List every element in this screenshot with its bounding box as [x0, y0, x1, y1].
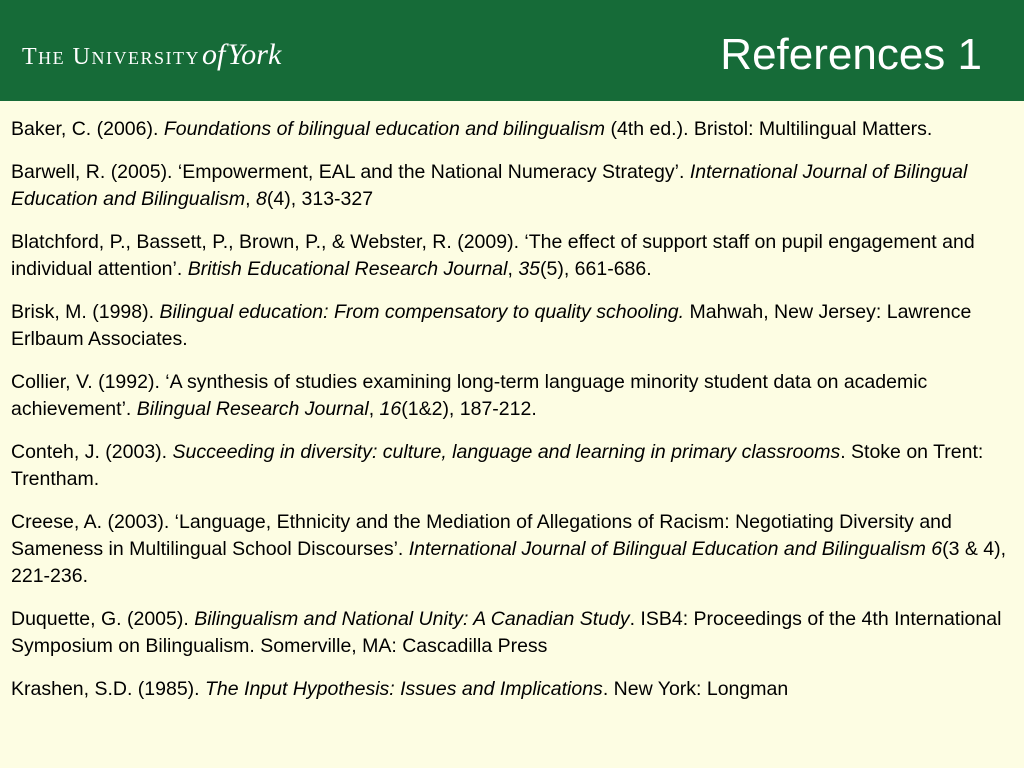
ref-text: Creese, A. (2003). ‘Language, Ethnicity and the Mediation of Allegations of Racism: Negotiating Diversity and Sameness in Multilingual School Discourses’. [11, 511, 952, 560]
logo-of: of [202, 38, 226, 71]
ref-text: (4), 313-327 [266, 188, 374, 210]
reference-item [11, 676, 1011, 703]
university-of-york-logo [22, 38, 281, 72]
ref-text: . ISB4: Proceedings of the 4th International Symposium on Bilingualism. Somerville, MA: Cascadilla Press [11, 608, 1002, 657]
ref-italic: Bilingual Research Journal [136, 398, 369, 420]
ref-italic: British Educational Research Journal [187, 258, 508, 280]
ref-text: . New York: Longman [602, 678, 789, 700]
ref-text: (1&2), 187-212. [401, 398, 537, 420]
ref-italic: Bilingualism and National Unity: A Canadian Study [194, 608, 630, 630]
ref-text: Collier, V. (1992). ‘A synthesis of studies examining long-term language minority student data on academic achievement’. [11, 371, 928, 420]
reference-item [11, 159, 1011, 213]
ref-text: Conteh, J. (2003). [11, 441, 173, 463]
logo-the-rest: HE [38, 48, 66, 68]
reference-item [11, 229, 1011, 283]
reference-item [11, 299, 1011, 353]
ref-italic: 16 [379, 398, 402, 420]
reference-item [11, 606, 1011, 660]
ref-italic: International Journal of Bilingual Education and Bilingualism 6 [408, 538, 943, 560]
reference-item [11, 439, 1011, 493]
ref-text: Duquette, G. (2005). [11, 608, 195, 630]
reference-item [11, 509, 1011, 590]
reference-list [11, 116, 1011, 719]
ref-text: , [368, 398, 380, 420]
reference-item [11, 369, 1011, 423]
ref-text: Baker, C. (2006). [11, 118, 164, 140]
ref-text: (4th ed.). Bristol: Multilingual Matters. [605, 118, 933, 140]
ref-italic: 8 [256, 188, 267, 210]
ref-text: , [507, 258, 519, 280]
ref-text: . Stoke on Trent: Trentham. [11, 441, 984, 490]
logo-york: York [227, 38, 282, 71]
ref-text: Brisk, M. (1998). [11, 301, 160, 323]
ref-text: , [245, 188, 256, 210]
ref-italic: 35 [518, 258, 541, 280]
header-bar [0, 0, 1024, 101]
ref-italic: International Journal of Bilingual Education and Bilingualism [11, 161, 968, 210]
ref-italic: Succeeding in diversity: culture, language and learning in primary classrooms [172, 441, 841, 463]
ref-text: (5), 661-686. [540, 258, 652, 280]
ref-italic: Foundations of bilingual education and bilingualism [163, 118, 606, 140]
ref-text: Krashen, S.D. (1985). [11, 678, 206, 700]
reference-item [11, 116, 1011, 143]
ref-italic: Bilingual education: From compensatory to quality schooling. [159, 301, 685, 323]
ref-text: Barwell, R. (2005). ‘Empowerment, EAL and the National Numeracy Strategy’. [11, 161, 690, 183]
ref-text: Mahwah, New Jersey: Lawrence Erlbaum Associates. [11, 301, 972, 350]
logo-university-rest: NIVERSITY [91, 48, 201, 68]
logo-the-initial: T [22, 44, 39, 70]
logo-university-initial: U [72, 44, 92, 70]
page-title: References 1 [720, 30, 982, 79]
ref-text: Blatchford, P., Bassett, P., Brown, P., & Webster, R. (2009). ‘The effect of support staff on pupil engagement and individual attention’. [11, 231, 975, 280]
ref-text: (3 & 4), 221-236. [11, 538, 1007, 587]
ref-italic: The Input Hypothesis: Issues and Implications [205, 678, 603, 700]
